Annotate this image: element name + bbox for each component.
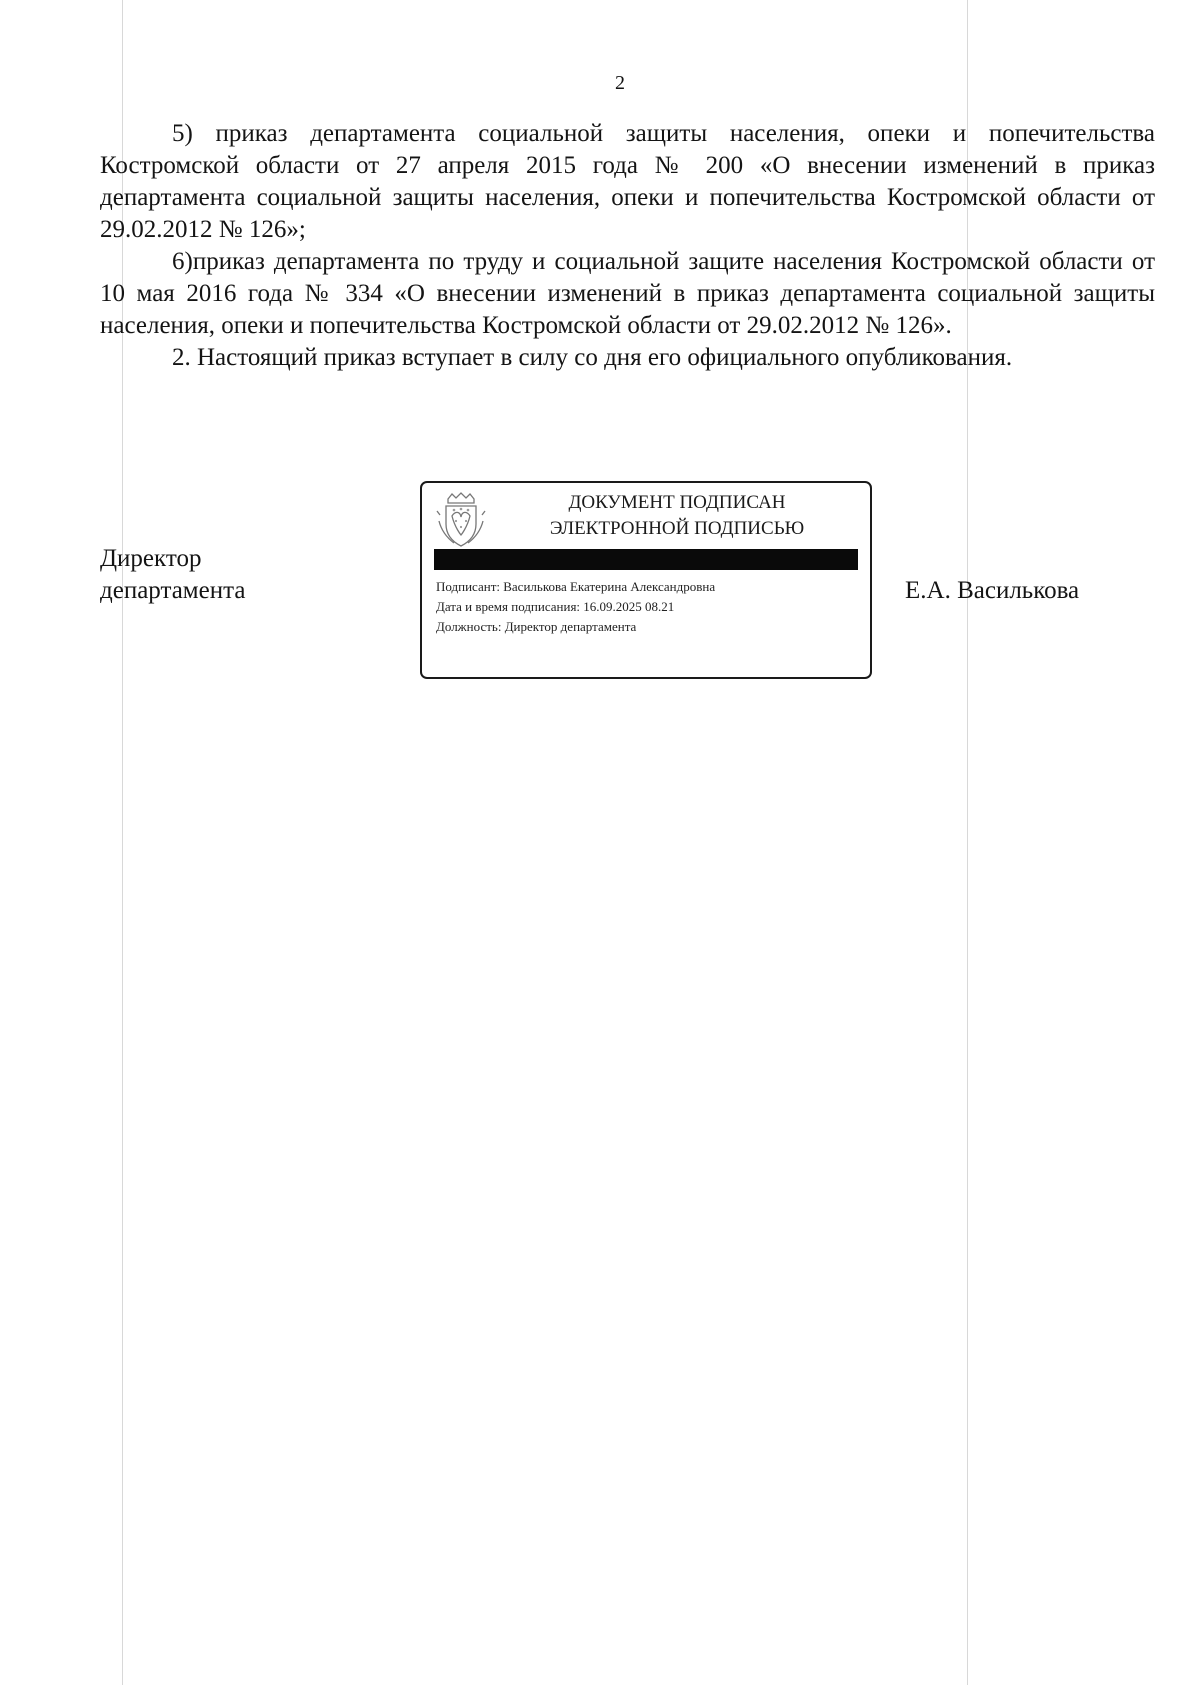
paragraph-clause-2: 2. Настоящий приказ вступает в силу со дня его официального опубликования. bbox=[172, 344, 1013, 371]
paragraph-item-6: 6)приказ департамента по труду и социальной защите населения Костромской области от 10 мая 2016 года № 334 «О внесении изменений в приказ департамента социальной защиты населения, опеки и попечительства Костромской области от 29.02.2012 № 126». bbox=[100, 248, 1155, 339]
signer-name: Е.А. Василькова bbox=[905, 577, 1080, 604]
electronic-signature-stamp bbox=[420, 481, 872, 679]
document-body bbox=[100, 118, 1155, 374]
signer-position-line2: департамента bbox=[100, 577, 246, 604]
page-number: 2 bbox=[615, 72, 625, 94]
signer-position bbox=[100, 543, 245, 607]
certificate-redaction-bar bbox=[434, 549, 858, 570]
stamp-heading-line2: ЭЛЕКТРОННОЙ ПОДПИСЬЮ bbox=[549, 518, 805, 539]
stamp-heading bbox=[502, 490, 852, 542]
stamp-signed-at: Дата и время подписания: 16.09.2025 08.21 bbox=[436, 599, 675, 614]
signer-position-line1: Директор bbox=[100, 545, 202, 572]
stamp-heading-line1: ДОКУМЕНТ ПОДПИСАН bbox=[568, 492, 786, 513]
paragraph-item-5: 5) приказ департамента социальной защиты населения, опеки и попечительства Костромской области от 27 апреля 2015 года № 200 «О внесении изменений в приказ департамента социальной защиты населения, опеки и попечительства Костромской области от 29.02.2012 № 126»; bbox=[100, 120, 1155, 243]
stamp-details bbox=[436, 577, 715, 637]
stamp-position: Должность: Директор департамента bbox=[436, 619, 637, 634]
coat-of-arms-icon bbox=[434, 491, 488, 549]
stamp-signer: Подписант: Василькова Екатерина Александровна bbox=[436, 579, 716, 594]
